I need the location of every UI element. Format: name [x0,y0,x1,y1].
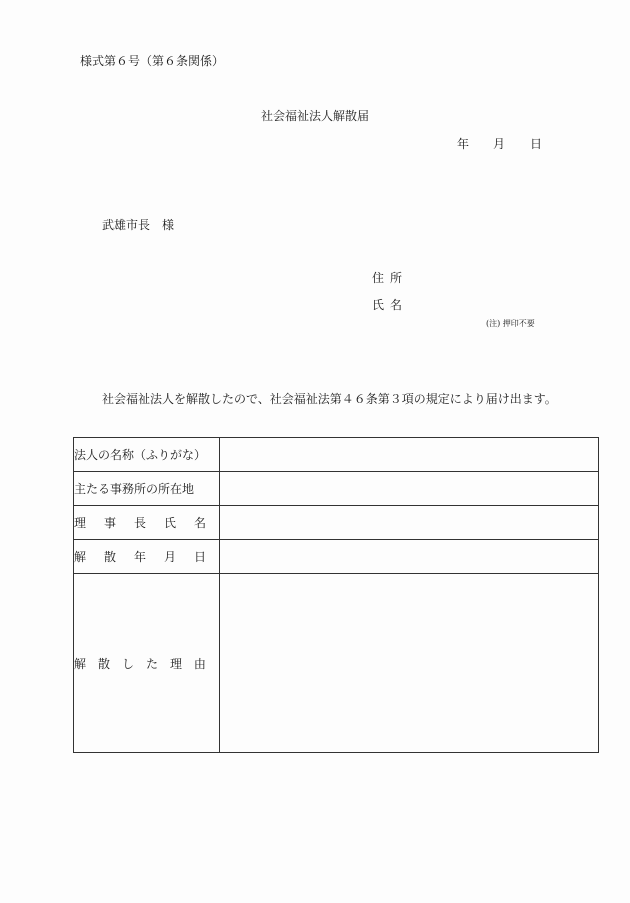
table-row [74,438,599,472]
chairman-name-field[interactable] [220,506,599,540]
label-char: 解 [74,550,87,564]
chairman-name-label-text [74,514,206,531]
form-number-label: 様式第６号（第６条関係） [80,54,225,68]
office-address-label-text: 主たる事務所の所在地 [74,482,195,496]
office-address-label [74,472,220,506]
label-char: 散 [97,656,110,671]
label-char: 理 [74,516,87,530]
table-row [74,574,599,753]
dissolution-form-table [73,437,599,753]
document-title: 社会福祉法人解散届 [260,109,369,123]
label-char: 日 [193,550,206,564]
dissolution-reason-label-text [74,655,206,672]
label-char: 名 [193,516,206,530]
date-year-label: 年 [457,137,470,151]
label-char: 解 [74,656,87,671]
dissolution-date-label [74,540,220,574]
label-char: 散 [103,550,116,564]
dissolution-reason-label [74,574,220,753]
office-address-field[interactable] [220,472,599,506]
label-char: 月 [163,550,176,564]
date-day-label: 日 [530,137,543,151]
label-char: 氏 [163,516,176,530]
dissolution-date-field[interactable] [220,540,599,574]
label-char: 年 [133,550,146,564]
table-row [74,506,599,540]
table-row [74,472,599,506]
label-char: 由 [193,656,206,671]
label-char: 長 [133,516,146,530]
statement-text: 社会福祉法人を解散したので、社会福祉法第４６条第３項の規定により届け出ます。 [102,392,557,406]
label-char: 理 [169,656,182,671]
corporation-name-label: 法人の名称（ふりがな） [74,438,220,472]
table-row [74,540,599,574]
dissolution-reason-field[interactable] [220,574,599,753]
date-month-label: 月 [493,137,506,151]
name-label: 氏名 [372,298,409,312]
seal-not-required-note: (注) 押印不要 [486,319,535,328]
chairman-name-label [74,506,220,540]
corporation-name-field[interactable] [220,438,599,472]
dissolution-date-label-text [74,548,206,565]
label-char: 事 [103,516,116,530]
label-char: し [121,656,134,671]
addressee: 武雄市長 様 [102,218,175,232]
label-char: た [145,656,158,671]
address-label: 住所 [372,271,409,285]
